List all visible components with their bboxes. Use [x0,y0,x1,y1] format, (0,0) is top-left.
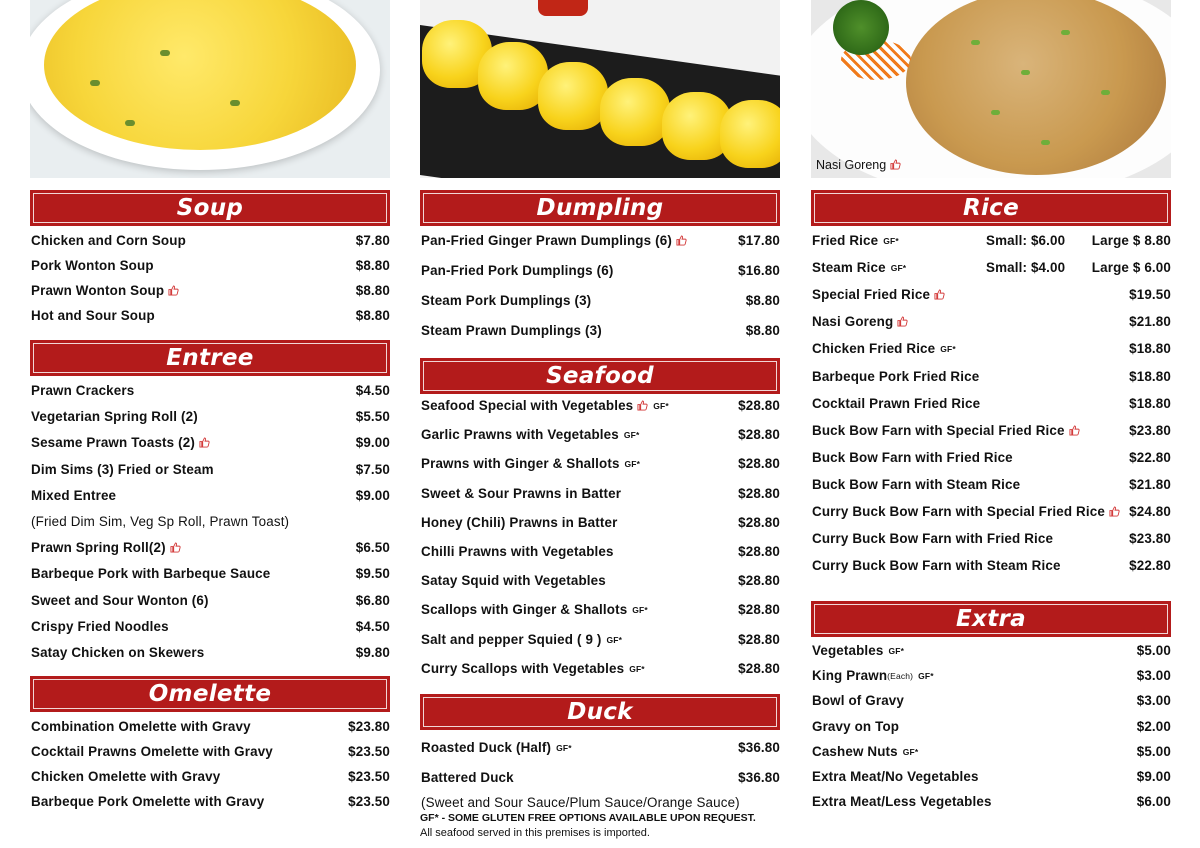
item-name: Barbeque Pork with Barbeque Sauce [31,566,271,582]
gluten-free-badge: GF* [902,746,919,757]
item-name: Scallops with Ginger & Shallots GF* [421,602,648,618]
item-price: $8.80 [745,293,780,308]
gluten-free-badge: GF* [606,634,623,645]
item-name: Buck Bow Farn with Special Fried Rice [812,423,1080,438]
thumbs-up-icon [1069,425,1080,436]
item-name: Dim Sims (3) Fried or Steam [31,461,214,477]
rice-section-header [811,190,1171,226]
item-price: $6.80 [355,592,390,608]
item-name: Roasted Duck (Half) GF* [421,740,572,755]
item-name: Satay Squid with Vegetables [421,573,606,589]
soup-section-header [30,190,390,226]
item-price: $3.00 [1136,693,1171,709]
gluten-free-badge: GF* [918,671,934,682]
item-name: Sesame Prawn Toasts (2) [31,435,210,450]
item-name: Curry Buck Bow Farn with Steam Rice [812,558,1061,574]
entree-section-header [30,340,390,376]
item-price: $28.80 [738,427,780,443]
item-name: Honey (Chili) Prawns in Batter [421,514,618,530]
item-price: $36.80 [738,740,780,755]
item-name: Fried Rice GF* [812,233,899,248]
item-name: Prawn Crackers [31,383,135,398]
item-price: $2.00 [1136,718,1171,734]
each-label: (Each) [887,671,914,682]
item-name: Barbeque Pork Fried Rice [812,368,980,384]
thumbs-up-icon [676,235,687,246]
thumbs-up-icon [637,400,648,411]
item-name: Chicken and Corn Soup [31,233,186,248]
menu-column-middle [420,0,780,839]
item-price: $23.50 [348,744,390,759]
extra-title: Extra [956,606,1026,632]
extra-section-header [811,601,1171,637]
item-price: $8.80 [355,283,390,298]
item-name: Buck Bow Farn with Steam Rice [812,476,1021,492]
item-name: (Fried Dim Sim, Veg Sp Roll, Prawn Toast) [31,514,290,529]
gluten-free-badge: GF* [888,646,905,656]
gluten-free-badge: GF* [653,401,669,411]
item-name: Crispy Fried Noodles [31,618,169,634]
item-price: $18.80 [1129,341,1171,357]
item-price: $28.80 [738,631,780,647]
thumbs-up-icon [934,289,945,300]
gluten-free-badge: GF* [883,236,899,246]
gluten-free-badge: GF* [629,663,645,674]
soup-title: Soup [176,195,244,221]
seafood-import-footnote: All seafood served in this premises is imported. [420,827,650,839]
item-price: $23.50 [348,794,390,809]
item-name: Prawn Wonton Soup [31,283,179,298]
item-price: $17.80 [738,233,780,248]
nasi-goreng-photo [811,0,1171,178]
item-name: Prawn Spring Roll(2) [31,540,181,555]
item-name: Salt and pepper Squied ( 9 ) GF* [421,631,623,647]
dumpling-title: Dumpling [536,195,664,221]
omelette-section-header [30,676,390,712]
item-price: $6.00 [1136,794,1171,810]
item-name: Barbeque Pork Omelette with Gravy [31,794,265,809]
item-price: $23.80 [1129,531,1171,547]
item-price: $4.50 [355,618,390,634]
item-name: Mixed Entree [31,487,117,503]
item-name: Cocktail Prawn Fried Rice [812,395,981,411]
item-name: Curry Scallops with Vegetables GF* [421,660,645,676]
item-price: $24.80 [1129,504,1171,519]
small-price: Small: $4.00 [986,260,1066,276]
dumpling-photo [420,0,780,178]
item-name: Vegetarian Spring Roll (2) [31,409,198,425]
duck-title: Duck [567,699,633,725]
gluten-free-badge: GF* [624,459,641,470]
menu-column-right [811,0,1171,810]
thumbs-up-icon [168,285,179,296]
item-price: $5.00 [1136,643,1171,658]
item-price: $21.80 [1129,314,1171,330]
item-name: Vegetables GF* [812,643,905,658]
thumbs-up-icon [170,542,181,553]
thumbs-up-icon [199,437,210,448]
item-name: Cocktail Prawns Omelette with Gravy [31,744,273,759]
item-price: $22.80 [1129,558,1171,574]
item-price: $6.50 [355,540,390,556]
item-price: $7.80 [355,233,390,248]
omelette-title: Omelette [148,681,272,707]
seafood-title: Seafood [546,363,654,389]
item-price: $28.80 [738,660,780,676]
gluten-free-badge: GF* [890,263,907,274]
gluten-free-badge: GF* [623,430,640,441]
item-price: $28.80 [738,456,780,472]
item-price: $21.80 [1129,476,1171,492]
item-price: $9.00 [1136,769,1171,784]
seafood-section-header [420,358,780,394]
item-name: Garlic Prawns with Vegetables GF* [421,427,640,443]
item-name: Prawns with Ginger & Shallots GF* [421,456,641,472]
gluten-free-badge: GF* [556,743,572,753]
item-price: $5.50 [355,409,390,425]
item-price: $9.00 [355,435,390,451]
item-name: Sweet & Sour Prawns in Batter [421,485,622,501]
item-price: Large $ 6.00 [1091,260,1171,276]
item-price: $5.00 [1136,743,1171,759]
item-price: $28.80 [738,602,780,618]
item-name: Steam Pork Dumplings (3) [421,293,592,308]
item-name: Steam Rice GF* [812,260,907,276]
duck-section-header [420,694,780,730]
gluten-free-badge: GF* [632,605,648,616]
item-name: Chicken Omelette with Gravy [31,769,221,784]
item-price: $3.00 [1136,668,1171,684]
item-name: Chilli Prawns with Vegetables [421,544,614,559]
item-name: Satay Chicken on Skewers [31,645,205,660]
thumbs-up-icon [1109,506,1120,517]
item-name: Combination Omelette with Gravy [31,719,251,734]
item-price: $23.50 [348,769,390,784]
small-price: Small: $6.00 [986,233,1066,248]
item-price: $28.80 [738,544,780,559]
item-name: Cashew Nuts GF* [812,743,919,759]
item-price: $7.50 [355,461,390,477]
item-price: $18.80 [1129,368,1171,384]
item-price: Large $ 8.80 [1091,233,1171,248]
item-price: $22.80 [1129,449,1171,465]
item-name: Bowl of Gravy [812,693,904,709]
item-name: Curry Buck Bow Farn with Special Fried Rice [812,504,1120,519]
item-name: Gravy on Top [812,718,900,734]
dumpling-section-header [420,190,780,226]
item-name: Curry Buck Bow Farn with Fried Rice [812,531,1054,547]
item-price: $16.80 [738,263,780,278]
item-name: Nasi Goreng [812,314,908,329]
item-name: Buck Bow Farn with Fried Rice [812,449,1013,465]
item-price: $36.80 [738,770,780,785]
item-name: King Prawn(Each) GF* [812,668,934,684]
gluten-free-footnote: GF* - SOME GLUTEN FREE OPTIONS AVAILABLE UPON REQUEST. [420,812,756,824]
item-name: Pork Wonton Soup [31,258,154,273]
item-price: $4.50 [355,383,390,398]
item-price: $9.50 [355,566,390,582]
item-price: $23.80 [1129,422,1171,438]
gluten-free-badge: GF* [940,344,956,355]
item-price: $23.80 [348,719,390,734]
item-name: Battered Duck [421,770,514,785]
item-price: $28.80 [738,485,780,501]
item-price: $18.80 [1129,395,1171,411]
duck-sauce-note-text: (Sweet and Sour Sauce/Plum Sauce/Orange Sauce) [421,795,740,810]
item-price: $9.00 [355,487,390,503]
rice-title: Rice [962,195,1020,221]
item-price: $9.80 [355,645,390,660]
entree-title: Entree [166,345,254,371]
item-name: Extra Meat/Less Vegetables [812,794,992,810]
item-name: Sweet and Sour Wonton (6) [31,592,209,608]
item-name: Steam Prawn Dumplings (3) [421,323,602,338]
thumbs-up-icon [890,159,901,170]
item-name: Chicken Fried Rice GF* [812,341,956,357]
item-price: $28.80 [738,398,780,413]
item-name: Extra Meat/No Vegetables [812,769,979,784]
thumbs-up-icon [897,316,908,327]
item-price: $28.80 [738,514,780,530]
item-name: Special Fried Rice [812,287,945,302]
item-name: Seafood Special with Vegetables GF* [421,398,669,413]
item-price: $8.80 [355,258,390,273]
item-price: $28.80 [738,573,780,589]
item-name: Pan-Fried Ginger Prawn Dumplings (6) [421,233,687,248]
item-name: Hot and Sour Soup [31,308,155,323]
item-price: $8.80 [745,323,780,338]
nasi-goreng-caption: Nasi Goreng [816,158,901,172]
item-price: $8.80 [355,308,390,323]
item-name: Pan-Fried Pork Dumplings (6) [421,263,614,278]
item-price: $19.50 [1129,287,1171,303]
soup-photo [30,0,390,178]
menu-column-left [30,0,390,809]
